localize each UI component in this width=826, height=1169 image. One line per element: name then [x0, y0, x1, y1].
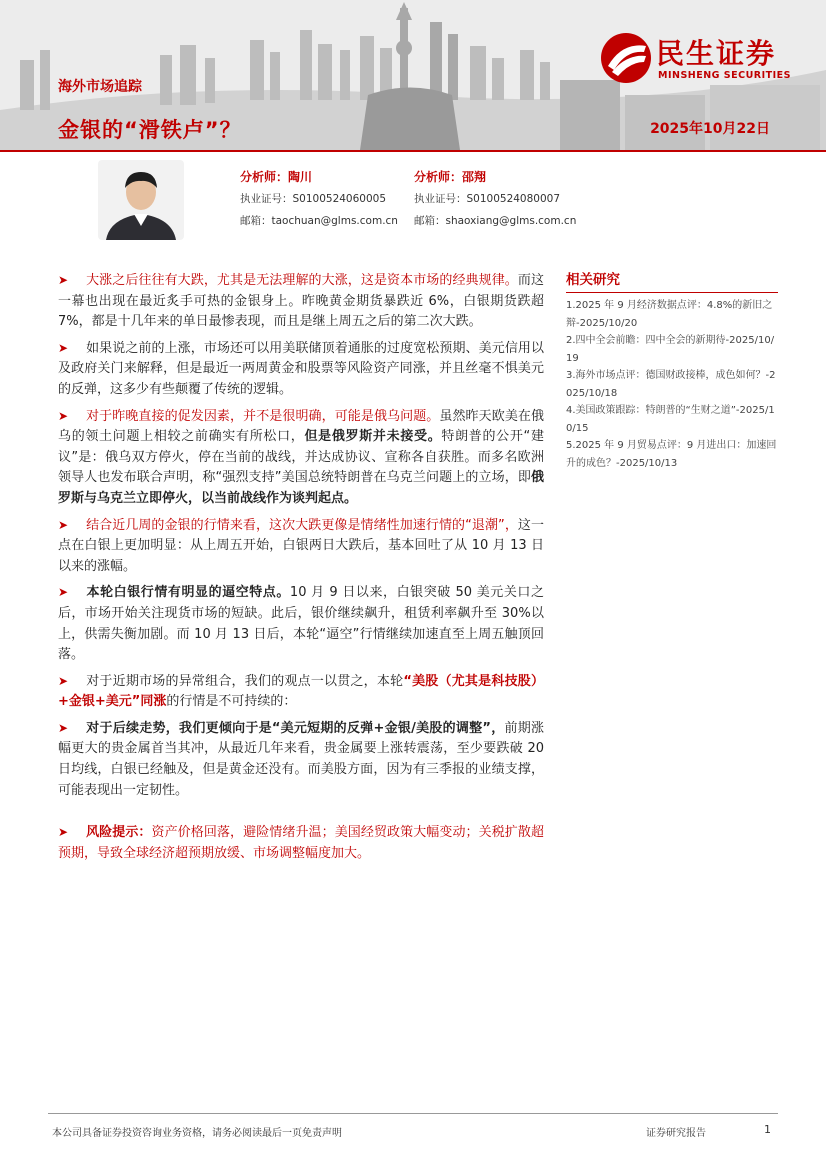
body-text: 这一点在白银上更加明显：从上周五开始，白银两日大跌后，基本回吐了从 10 月 13 日以来的涨幅。: [58, 517, 544, 574]
paragraph-3: [58, 406, 544, 510]
footer-divider: [48, 1113, 778, 1114]
highlight-text: 结合近几周的金银的行情来看，这次大跌更像是情绪性加速行情的“退潮”，: [86, 517, 518, 533]
paragraph-6: [58, 671, 544, 713]
arrow-right-icon: ➤: [58, 585, 69, 600]
body-text: 前期涨幅更大的贵金属首当其冲，从最近几年来看，贵金属要上涨转震荡，至少要跌破 20 日均线，白银已经触及，但是黄金还没有。而美股方面，因为有三季报的业绩支撑，可能表现出一定韧性。: [58, 720, 544, 798]
body-text: 如果说之前的上涨，市场还可以用美联储顶着通胀的过度宽松预期、美元信用以及政府关门来解释，但是最近一两周黄金和股票等风险资产同涨，并且丝毫不惧美元的反弹，这多少有些颠覆了传统的逻辑。: [58, 340, 544, 397]
sidebar-divider: [566, 292, 778, 293]
related-research-sidebar: [566, 268, 778, 472]
bold-text: 俄罗斯与乌克兰立即停火，以当前战线作为谈判起点。: [58, 470, 544, 506]
body-text: 而这一幕也出现在最近炙手可热的金银身上。昨晚黄金期货暴跌近 6%，白银期货跌超 7%，都是十几年来的单日最惨表现，而且是继上周五之后的第二次大跌。: [58, 273, 544, 330]
analyst-email[interactable]: 邮箱：taochuan@glms.com.cn: [240, 215, 398, 227]
analyst-license: 执业证号：S0100524080007: [414, 193, 561, 205]
related-report-link[interactable]: 2.四中全会前瞻：四中全会的新期待-2025/10/19: [566, 335, 775, 364]
body-text: 特朗普的公开“建议”是：俄乌双方停火，停在当前的战线，并达成协议、宣称各自获胜。而多名欧洲领导人也发布联合声明，称“强烈支持”美国总统特朗普在乌克兰问题上的立场，即: [58, 429, 544, 486]
sidebar-title: 相关研究: [566, 272, 620, 288]
analyst-name: 分析师：陶川: [240, 170, 313, 184]
arrow-right-icon: ➤: [58, 825, 69, 840]
analyst-email[interactable]: 邮箱：shaoxiang@glms.com.cn: [414, 215, 577, 227]
header-divider: [0, 150, 826, 152]
arrow-right-icon: ➤: [58, 720, 69, 735]
paragraph-1: [58, 270, 544, 333]
related-report-link[interactable]: 3.海外市场点评：德国财政接棒，成色如何？-2025/10/18: [566, 370, 776, 399]
header-banner: [0, 0, 826, 150]
body-text: 对于近期市场的异常组合，我们的观点一以贯之，本轮: [86, 673, 404, 689]
logo-english-name: MINSHENG SECURITIES: [658, 70, 791, 81]
highlight-text: 对于昨晚直接的促发因素，并不是很明确，可能是俄乌问题。: [86, 408, 440, 424]
logo-chinese-name: 民生证券: [656, 37, 777, 70]
spacer: [58, 806, 544, 822]
body-text: 虽然昨天欧美在俄乌的领土问题上相较之前确实有所松口，: [58, 408, 544, 445]
arrow-right-icon: ➤: [58, 517, 69, 532]
highlight-text: 大涨之后往往有大跌，尤其是无法理解的大涨，这是资本市场的经典规律。: [86, 273, 518, 288]
report-title: 金银的“滑铁卢”？: [58, 118, 242, 142]
page-number: 1: [764, 1123, 771, 1136]
body-text: 的行情是不可持续的：: [166, 694, 297, 710]
minsheng-logo-icon: [600, 32, 652, 84]
highlight-text: “美股（尤其是科技股）+金银+美元”同涨: [58, 673, 544, 710]
bold-text: 对于后续走势，我们更倾向于是“美元短期的反弹+金银/美股的调整”，: [86, 720, 505, 736]
bold-text: 本轮白银行情有明显的逼空特点。: [86, 585, 290, 601]
bold-text: 但是俄罗斯并未接受。: [304, 429, 442, 445]
paragraph-2: [58, 338, 544, 401]
paragraph-7: [58, 718, 544, 801]
related-report-link[interactable]: 1.2025 年 9 月经济数据点评：4.8%的新旧之辩-2025/10/20: [566, 300, 773, 329]
analyst-license: 执业证号：S0100524060005: [240, 193, 387, 205]
arrow-right-icon: ➤: [58, 408, 69, 423]
paragraph-5: [58, 582, 544, 665]
analyst-card-2: [414, 166, 576, 232]
related-report-link[interactable]: 5.2025 年 9 月贸易点评：9 月进出口：加速回升的成色？-2025/10/13: [566, 440, 777, 469]
risk-warning: [58, 822, 544, 864]
risk-text: 资产价格回落，避险情绪升温；美国经贸政策大幅变动；关税扩散超预期，导致全球经济超预期放缓、市场调整幅度加大。: [58, 825, 544, 861]
series-label: 海外市场追踪: [58, 79, 142, 95]
company-logo: [600, 30, 810, 90]
report-date: 2025年10月22日: [650, 121, 770, 137]
arrow-right-icon: ➤: [58, 673, 69, 688]
body-text: 10 月 9 日以来，白银突破 50 美元关口之后，市场开始关注现货市场的短缺。此后，银价继续飙升，租赁利率飙升至 30%以上，供需失衡加剧。而 10 月 13 日后，本轮“逼空”行情继续加速直至上周五触顶回落。: [58, 585, 544, 663]
related-report-link[interactable]: 4.美国政策跟踪：特朗普的“生财之道”-2025/10/15: [566, 405, 775, 434]
footer-doc-type: 证券研究报告: [646, 1128, 706, 1139]
arrow-right-icon: ➤: [58, 340, 69, 355]
analyst-name: 分析师：邵翔: [414, 170, 487, 184]
analyst-card-1: [240, 166, 398, 232]
analyst-photo: [98, 160, 184, 240]
arrow-right-icon: ➤: [58, 273, 69, 287]
footer-disclaimer: 本公司具备证券投资咨询业务资格，请务必阅读最后一页免责声明: [52, 1128, 342, 1139]
report-body: [58, 270, 544, 869]
paragraph-4: [58, 515, 544, 578]
risk-label: 风险提示：: [86, 825, 152, 841]
